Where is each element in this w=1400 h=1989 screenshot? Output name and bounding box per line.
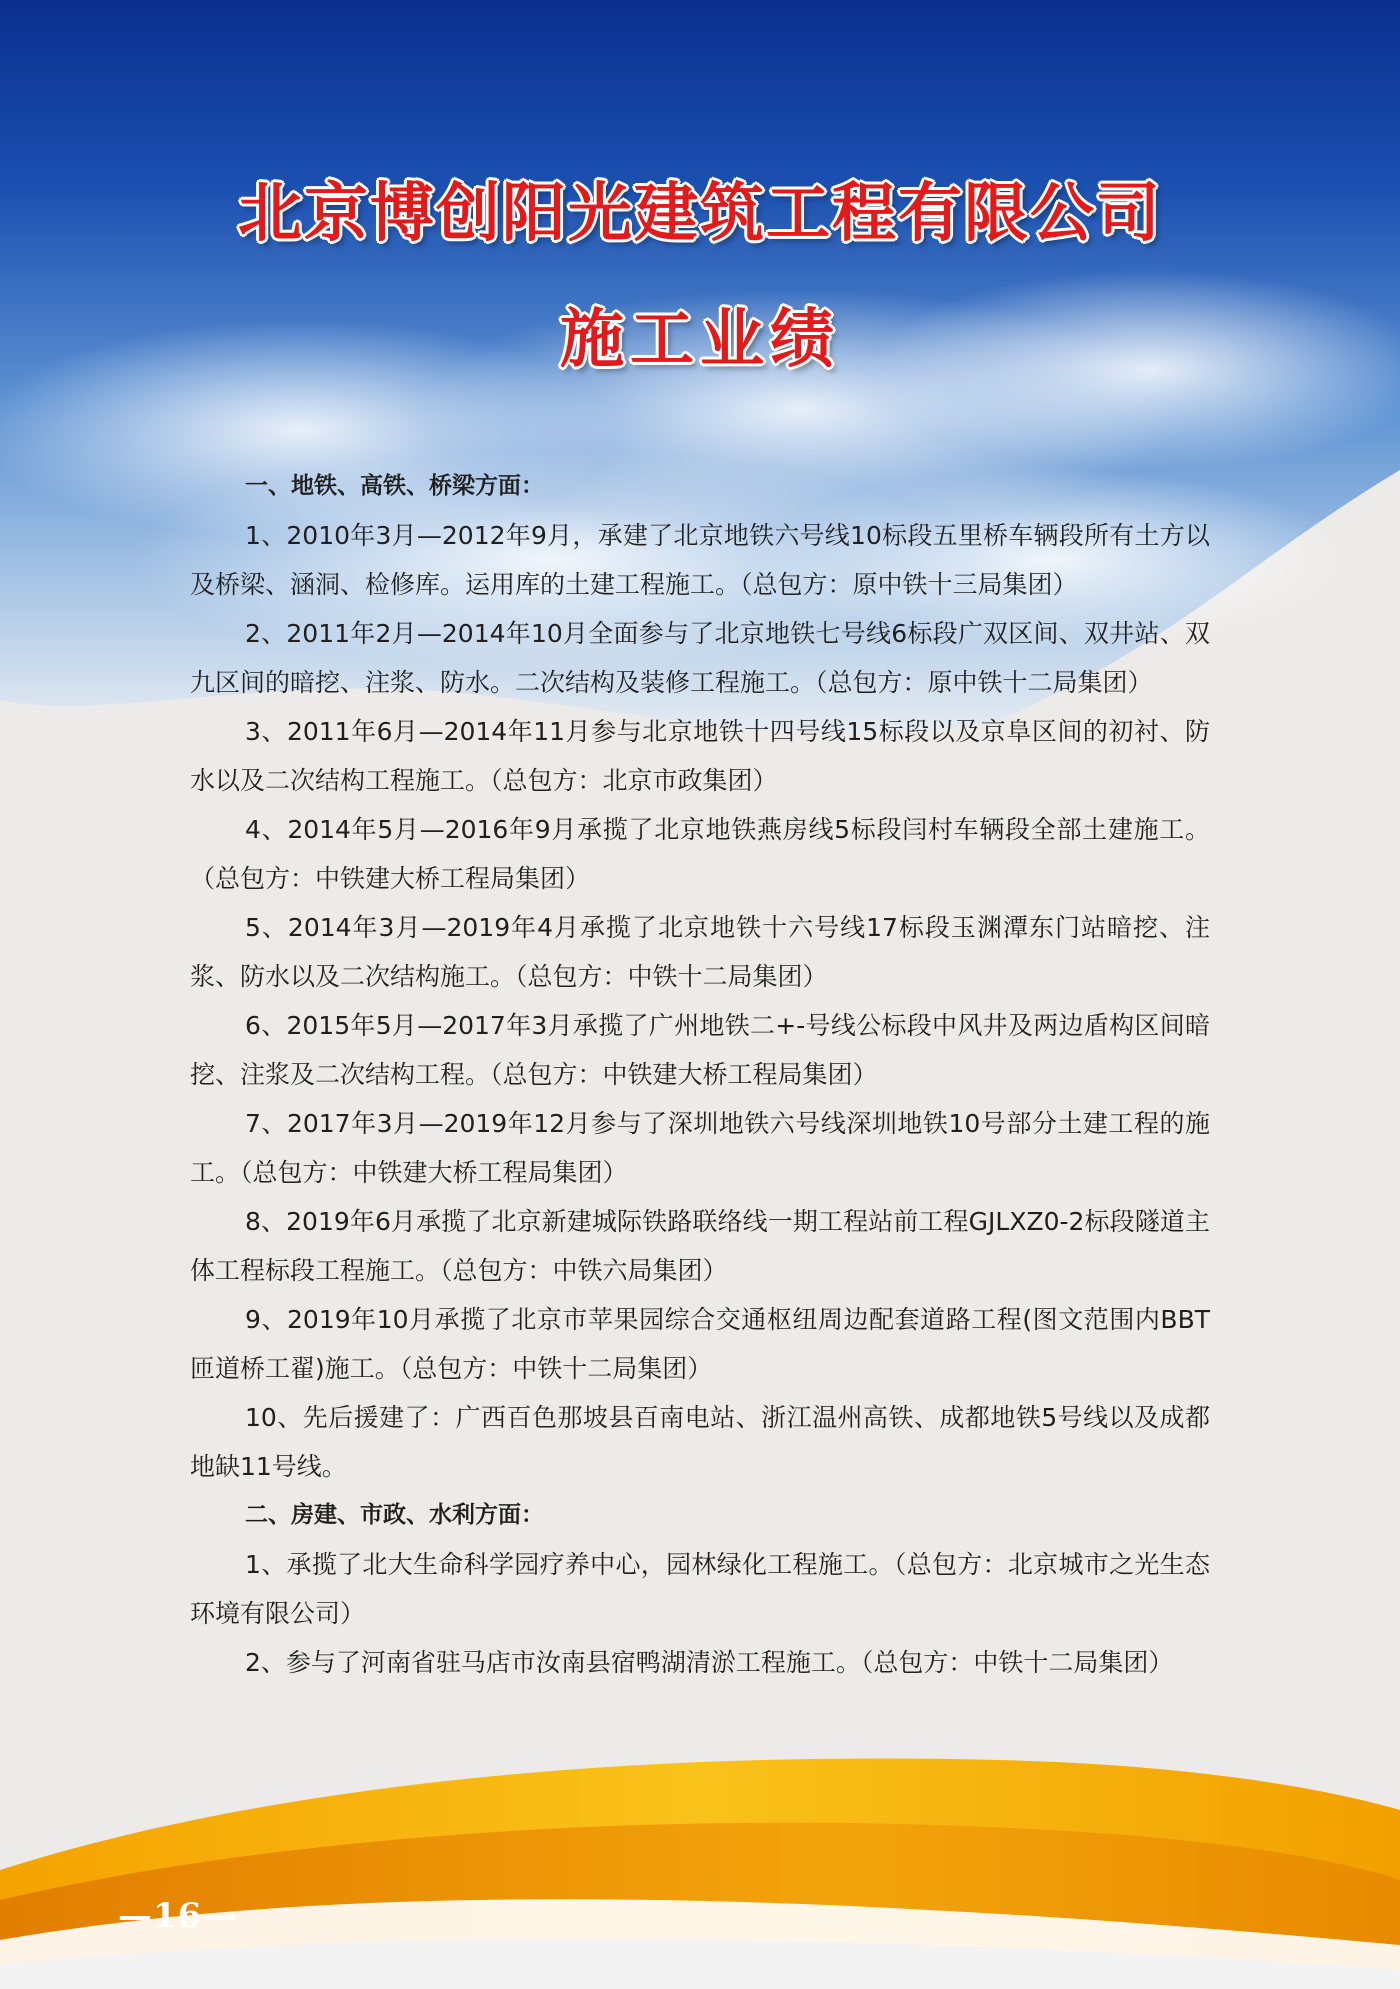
section-heading: 一、地铁、高铁、桥梁方面： <box>245 473 544 499</box>
list-item: 9、2019年10月承揽了北京市苹果园综合交通枢纽周边配套道路工程(图文范围内BBT匝道桥工翟)施工。（总包方：中铁十二局集团） <box>190 1305 1210 1383</box>
list-item: 6、2015年5月—2017年3月承揽了广州地铁二+-号线公标段中风井及两边盾构区间暗挖、注浆及二次结构工程。（总包方：中铁建大桥工程局集团） <box>190 1011 1210 1089</box>
list-item: 7、2017年3月—2019年12月参与了深圳地铁六号线深圳地铁10号部分土建工程的施工。（总包方：中铁建大桥工程局集团） <box>190 1109 1210 1187</box>
company-title: 北京博创阳光建筑工程有限公司 <box>238 176 1162 251</box>
list-item: 4、2014年5月—2016年9月承揽了北京地铁燕房线5标段闫村车辆段全部土建施工。（总包方：中铁建大桥工程局集团） <box>190 815 1210 893</box>
list-item: 10、先后援建了：广西百色那坡县百南电站、浙江温州高铁、成都地铁5号线以及成都地缺11号线。 <box>190 1403 1210 1481</box>
list-item: 1、承揽了北大生命科学园疗养中心，园林绿化工程施工。（总包方：北京城市之光生态环境有限公司） <box>190 1550 1210 1628</box>
list-item: 2、参与了河南省驻马店市汝南县宿鸭湖清淤工程施工。（总包方：中铁十二局集团） <box>245 1648 1174 1677</box>
document-title: 施工业绩 <box>560 302 840 377</box>
list-item: 2、2011年2月—2014年10月全面参与了北京地铁七号线6标段广双区间、双井站、双九区间的暗挖、注浆、防水。二次结构及装修工程施工。（总包方：原中铁十二局集团） <box>190 619 1210 697</box>
list-item: 1、2010年3月—2012年9月，承建了北京地铁六号线10标段五里桥车辆段所有土方以及桥梁、涵洞、检修库。运用库的土建工程施工。（总包方：原中铁十三局集团） <box>190 521 1210 599</box>
list-item: 3、2011年6月—2014年11月参与北京地铁十四号线15标段以及京阜区间的初衬、防水以及二次结构工程施工。（总包方：北京市政集团） <box>190 717 1210 795</box>
section-heading: 二、房建、市政、水利方面： <box>245 1502 544 1528</box>
performance-content <box>190 462 1210 1687</box>
page-number: —16— <box>118 1896 238 1936</box>
list-item: 8、2019年6月承揽了北京新建城际铁路联络线一期工程站前工程GJLXZ0-2标段隧道主体工程标段工程施工。（总包方：中铁六局集团） <box>190 1207 1210 1285</box>
list-item: 5、2014年3月—2019年4月承揽了北京地铁十六号线17标段玉渊潭东门站暗挖、注浆、防水以及二次结构施工。（总包方：中铁十二局集团） <box>190 913 1210 991</box>
